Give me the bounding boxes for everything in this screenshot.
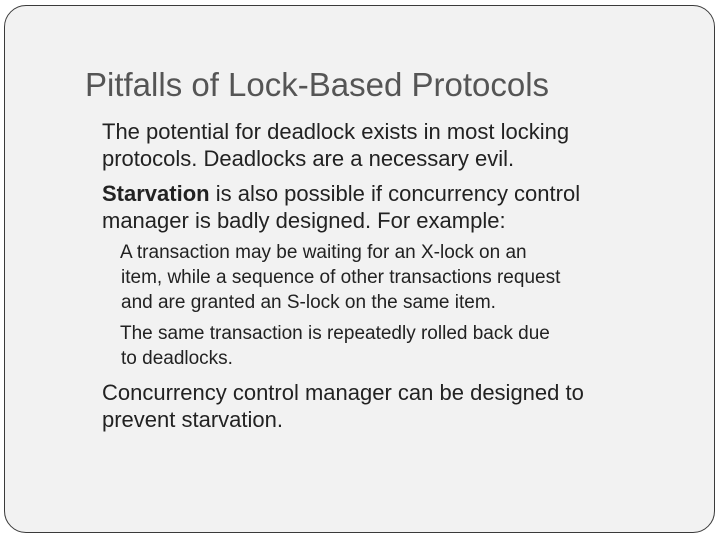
bullet-line: manager is badly designed. For example: [102,208,506,233]
subbullet-xlock [100,240,680,315]
bullet-text: is also possible if concurrency control [209,181,581,206]
bullet-text: A transaction may be waiting for an X-lock on an [120,242,527,263]
bullet-line [100,240,680,265]
bullet-deadlock [80,118,700,172]
bullet-line [80,118,700,145]
bold-term: Starvation [102,181,210,206]
bullet-line: to deadlocks. [121,348,233,369]
bullet-line: protocols. Deadlocks are a necessary evil. [102,146,515,171]
bullet-line [80,379,700,406]
bullet-starvation [80,180,700,234]
subbullet-rollback [100,321,680,371]
slide-title: Pitfalls of Lock-Based Protocols [85,66,550,103]
bullet-text: The same transaction is repeatedly rolled back due [120,323,550,344]
bullet-text: The potential for deadlock exists in most locking [102,119,570,144]
bullet-line: prevent starvation. [102,407,283,432]
bullet-line: and are granted an S-lock on the same item. [121,292,496,313]
bullet-prevent-starvation [80,379,700,433]
bullet-line [80,180,700,207]
bullet-line [100,321,680,346]
bullet-text: Concurrency control manager can be designed to [102,380,584,405]
bullet-line: item, while a sequence of other transactions request [121,267,561,288]
